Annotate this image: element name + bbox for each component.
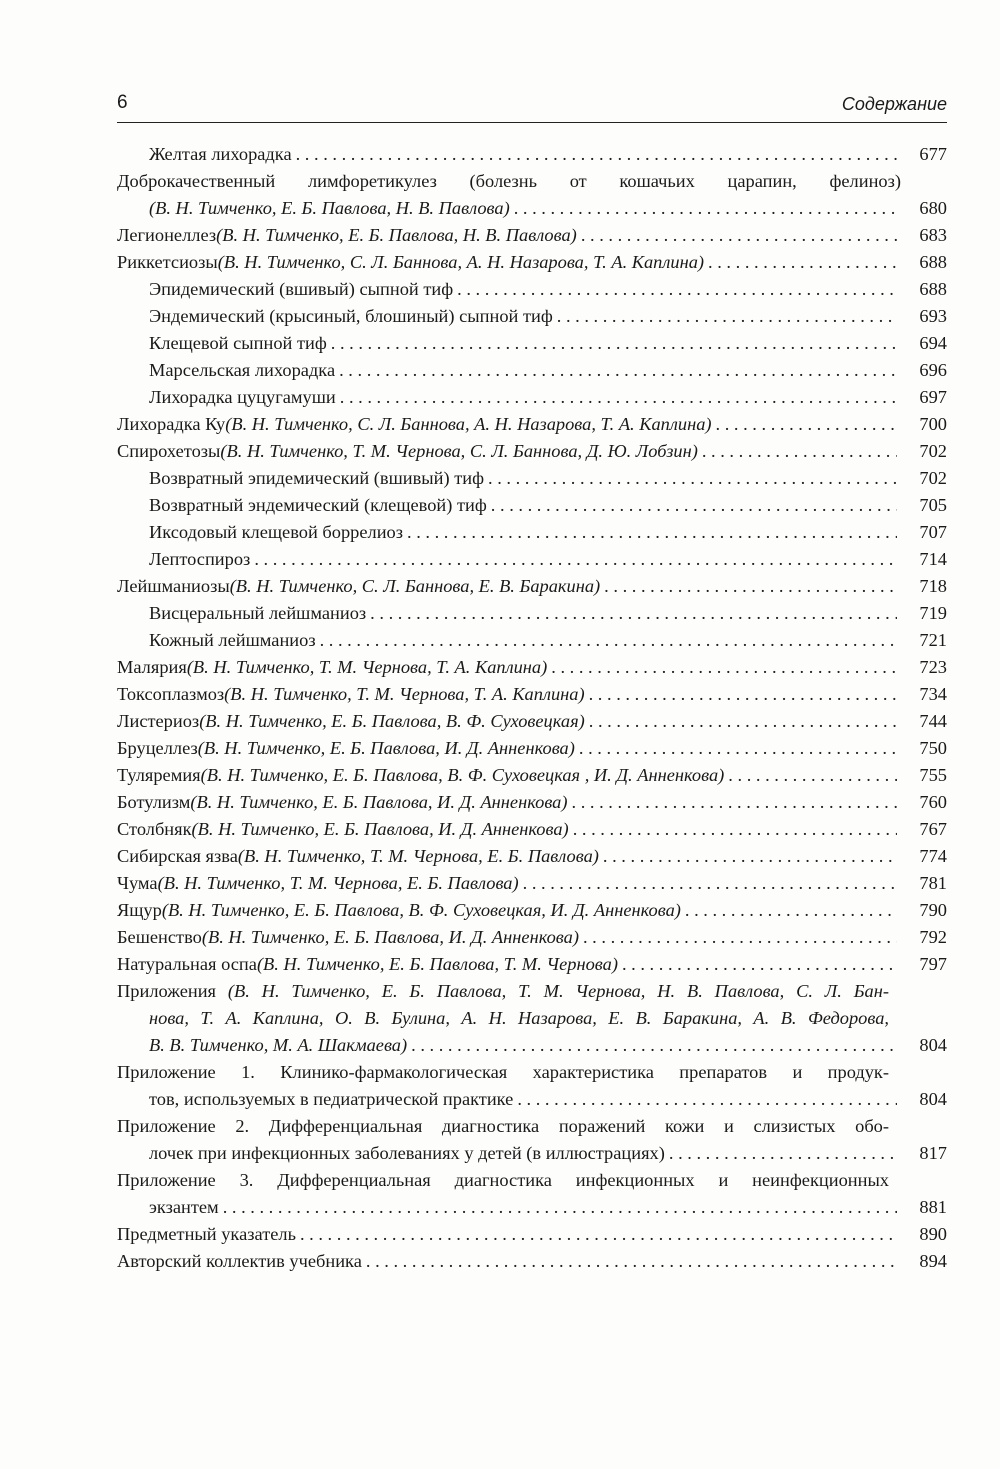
toc-page: 714 bbox=[919, 549, 947, 569]
toc-entry[interactable] bbox=[117, 735, 947, 762]
toc-page: 688 bbox=[919, 252, 947, 272]
toc-page: 697 bbox=[919, 387, 947, 407]
toc-title-line2: тов, используемых в педиатрической практике bbox=[149, 1089, 514, 1109]
toc-entry[interactable] bbox=[117, 951, 947, 978]
leader-dots bbox=[581, 222, 897, 249]
toc-title: Возвратный эпидемический (вшивый) тиф bbox=[149, 468, 485, 488]
toc-authors: (В. Н. Тимченко, Е. Б. Павлова, В. Ф. Суховецкая, И. Д. Анненкова) bbox=[161, 900, 681, 920]
leader-dots bbox=[370, 600, 897, 627]
toc-page: 890 bbox=[919, 1224, 947, 1244]
toc-title: Ботулизм bbox=[117, 792, 191, 812]
toc-page: 774 bbox=[919, 846, 947, 866]
toc-authors: (В. Н. Тимченко, Е. Б. Павлова, И. Д. Анненкова) bbox=[190, 792, 568, 812]
leader-dots bbox=[589, 681, 897, 708]
toc-title: Чума bbox=[117, 873, 158, 893]
toc-authors: (В. Н. Тимченко, Е. Б. Павлова, Н. В. Павлова) bbox=[149, 198, 510, 218]
toc-entry[interactable] bbox=[117, 978, 947, 1059]
toc-entry[interactable] bbox=[117, 384, 947, 411]
toc-entry[interactable] bbox=[117, 1248, 947, 1275]
toc-page: 797 bbox=[919, 954, 947, 974]
leader-dots bbox=[514, 195, 897, 222]
toc-title: Лейшманиозы bbox=[117, 576, 230, 596]
toc-authors: (В. Н. Тимченко, Т. М. Чернова, Е. Б. Павлова) bbox=[157, 873, 519, 893]
leader-dots bbox=[603, 843, 897, 870]
toc-title: Кожный лейшманиоз bbox=[149, 630, 316, 650]
toc-entry[interactable] bbox=[117, 1221, 947, 1248]
toc-entry[interactable] bbox=[117, 762, 947, 789]
toc-title: Туляремия bbox=[117, 765, 201, 785]
toc-page: 700 bbox=[919, 414, 947, 434]
toc-entry[interactable] bbox=[117, 276, 947, 303]
toc-authors-line1: (В. Н. Тимченко, Е. Б. Павлова, Т. М. Чернова, Н. В. Павлова, С. Л. Бан- bbox=[227, 981, 889, 1001]
toc-title: Эндемический (крысиный, блошиный) сыпной тиф bbox=[149, 306, 553, 326]
toc-title: Малярия bbox=[117, 657, 187, 677]
toc-title-line1: Приложение 2. Дифференциальная диагностика поражений кожи и слизистых обо- bbox=[117, 1116, 889, 1136]
toc-title: Сибирская язва bbox=[117, 846, 238, 866]
toc-page: 693 bbox=[919, 306, 947, 326]
toc-authors: (В. Н. Тимченко, Е. Б. Павлова, И. Д. Анненкова) bbox=[197, 738, 575, 758]
toc-title: Марсельская лихорадка bbox=[149, 360, 336, 380]
toc-authors: (В. Н. Тимченко, Е. Б. Павлова, Т. М. Чернова) bbox=[256, 954, 618, 974]
leader-dots bbox=[491, 492, 897, 519]
toc-title: Бруцеллез bbox=[117, 738, 198, 758]
toc-entry[interactable] bbox=[117, 222, 947, 249]
toc-page: 817 bbox=[919, 1143, 947, 1163]
toc-page: 680 bbox=[919, 198, 947, 218]
toc-entry[interactable] bbox=[117, 546, 947, 573]
toc-entry[interactable] bbox=[117, 465, 947, 492]
leader-dots bbox=[457, 276, 897, 303]
toc-entry[interactable] bbox=[117, 681, 947, 708]
leader-dots bbox=[331, 330, 897, 357]
leader-dots bbox=[300, 1221, 897, 1248]
leader-dots bbox=[551, 654, 897, 681]
toc-page: 719 bbox=[919, 603, 947, 623]
toc-page: 760 bbox=[919, 792, 947, 812]
running-title: Содержание bbox=[841, 94, 947, 114]
leader-dots bbox=[340, 384, 897, 411]
toc-page: 804 bbox=[919, 1035, 947, 1055]
toc-page: 881 bbox=[919, 1197, 947, 1217]
toc-entry[interactable] bbox=[117, 897, 947, 924]
leader-dots bbox=[728, 762, 897, 789]
toc-page: 894 bbox=[919, 1251, 947, 1271]
toc-entry[interactable] bbox=[117, 438, 947, 465]
toc-authors: (В. Н. Тимченко, Т. М. Чернова, Т. А. Каплина) bbox=[224, 684, 585, 704]
toc-title: Лихорадка Ку bbox=[117, 414, 226, 434]
toc-page: 750 bbox=[919, 738, 947, 758]
leader-dots bbox=[407, 519, 897, 546]
leader-dots bbox=[411, 1032, 897, 1059]
leader-dots bbox=[589, 708, 897, 735]
toc-title: Легионеллез bbox=[117, 225, 217, 245]
leader-dots bbox=[716, 411, 897, 438]
toc-authors: (В. Н. Тимченко, Е. Б. Павлова, Н. В. Павлова) bbox=[216, 225, 577, 245]
toc-page: 677 bbox=[919, 144, 947, 164]
toc-entry[interactable] bbox=[117, 843, 947, 870]
toc-entry[interactable] bbox=[117, 1113, 947, 1167]
toc-title-line2: лочек при инфекционных заболеваниях у детей (в иллюстрациях) bbox=[149, 1143, 665, 1163]
leader-dots bbox=[685, 897, 897, 924]
toc-title: Риккетсиозы bbox=[117, 252, 218, 272]
toc-title: Натуральная оспа bbox=[117, 954, 257, 974]
leader-dots bbox=[622, 951, 897, 978]
page-number: 6 bbox=[117, 92, 128, 113]
leader-dots bbox=[339, 357, 897, 384]
toc-entry[interactable] bbox=[117, 357, 947, 384]
toc-title: Доброкачественный лимфоретикулез (болезнь от кошачьих царапин, фелиноз) bbox=[117, 171, 901, 191]
toc-entry[interactable] bbox=[117, 708, 947, 735]
leader-dots bbox=[604, 573, 897, 600]
toc-title-line2: экзантем bbox=[149, 1197, 219, 1217]
toc-title: Клещевой сыпной тиф bbox=[149, 333, 327, 353]
toc-page: 702 bbox=[919, 441, 947, 461]
toc-page: 767 bbox=[919, 819, 947, 839]
toc-title: Иксодовый клещевой боррелиоз bbox=[149, 522, 403, 542]
toc-authors: (В. Н. Тимченко, С. Л. Баннова, Е. В. Баракина) bbox=[229, 576, 601, 596]
toc-title: Бешенство bbox=[117, 927, 202, 947]
toc-entry[interactable] bbox=[117, 627, 947, 654]
toc-authors: (В. Н. Тимченко, С. Л. Баннова, А. Н. Назарова, Т. А. Каплина) bbox=[225, 414, 712, 434]
toc-title: Предметный указатель bbox=[117, 1224, 296, 1244]
toc-title-line1: Приложение 3. Дифференциальная диагностика инфекционных и неинфекционных bbox=[117, 1170, 889, 1190]
toc-authors: (В. Н. Тимченко, Е. Б. Павлова, И. Д. Анненкова) bbox=[201, 927, 579, 947]
leader-dots bbox=[669, 1140, 897, 1167]
toc-entry[interactable] bbox=[117, 600, 947, 627]
toc-page: 781 bbox=[919, 873, 947, 893]
toc-entry[interactable] bbox=[117, 1059, 947, 1113]
toc-page: 723 bbox=[919, 657, 947, 677]
toc-title-line1: Приложение 1. Клинико-фармакологическая характеристика препаратов и продук- bbox=[117, 1062, 889, 1082]
toc-entry[interactable] bbox=[117, 573, 947, 600]
toc-entry[interactable] bbox=[117, 492, 947, 519]
leader-dots bbox=[557, 303, 897, 330]
toc-title: Лихорадка цуцугамуши bbox=[149, 387, 336, 407]
toc-authors: (В. Н. Тимченко, С. Л. Баннова, А. Н. Назарова, Т. А. Каплина) bbox=[217, 252, 705, 272]
toc-title: Эпидемический (вшивый) сыпной тиф bbox=[149, 279, 454, 299]
toc-page: 718 bbox=[919, 576, 947, 596]
toc-title: Столбняк bbox=[117, 819, 192, 839]
toc-authors: (В. Н. Тимченко, Т. М. Чернова, Т. А. Каплина) bbox=[186, 657, 548, 677]
toc-page: 705 bbox=[919, 495, 947, 515]
leader-dots bbox=[223, 1194, 897, 1221]
leader-dots bbox=[583, 924, 897, 951]
page-header bbox=[117, 92, 947, 123]
toc-entry[interactable] bbox=[117, 411, 947, 438]
toc-page: 702 bbox=[919, 468, 947, 488]
toc-entry[interactable] bbox=[117, 519, 947, 546]
leader-dots bbox=[488, 465, 897, 492]
leader-dots bbox=[296, 141, 897, 168]
leader-dots bbox=[366, 1248, 897, 1275]
toc-entry[interactable] bbox=[117, 330, 947, 357]
toc-title: Лептоспироз bbox=[149, 549, 251, 569]
toc-page: 755 bbox=[919, 765, 947, 785]
leader-dots bbox=[517, 1086, 897, 1113]
toc-title: Токсоплазмоз bbox=[117, 684, 225, 704]
toc-entry[interactable] bbox=[117, 303, 947, 330]
toc-page: 683 bbox=[919, 225, 947, 245]
leader-dots bbox=[254, 546, 897, 573]
leader-dots bbox=[579, 735, 897, 762]
leader-dots bbox=[573, 816, 897, 843]
toc-authors: (В. Н. Тимченко, Т. М. Чернова, С. Л. Баннова, Д. Ю. Лобзин) bbox=[220, 441, 698, 461]
leader-dots bbox=[708, 249, 897, 276]
toc-page: 804 bbox=[919, 1089, 947, 1109]
toc-entry[interactable] bbox=[117, 924, 947, 951]
toc-authors: (В. Н. Тимченко, Е. Б. Павлова, И. Д. Анненкова) bbox=[191, 819, 569, 839]
toc-page: 734 bbox=[919, 684, 947, 704]
leader-dots bbox=[523, 870, 897, 897]
toc-authors: (В. Н. Тимченко, Е. Б. Павлова, В. Ф. Суховецкая) bbox=[199, 711, 585, 731]
leader-dots bbox=[702, 438, 897, 465]
toc-page: 792 bbox=[919, 927, 947, 947]
toc-entry[interactable] bbox=[117, 816, 947, 843]
toc-page: 707 bbox=[919, 522, 947, 542]
toc-authors: (В. Н. Тимченко, Т. М. Чернова, Е. Б. Павлова) bbox=[237, 846, 599, 866]
toc-entry[interactable] bbox=[117, 870, 947, 897]
leader-dots bbox=[320, 627, 897, 654]
toc-page: 790 bbox=[919, 900, 947, 920]
leader-dots bbox=[572, 789, 898, 816]
toc-title: Авторский коллектив учебника bbox=[117, 1251, 362, 1271]
toc-entry[interactable] bbox=[117, 249, 947, 276]
toc-title: Листериоз bbox=[117, 711, 200, 731]
toc-entry[interactable] bbox=[117, 789, 947, 816]
toc-entry[interactable] bbox=[117, 141, 947, 168]
toc-authors: (В. Н. Тимченко, Е. Б. Павлова, В. Ф. Суховецкая , И. Д. Анненкова) bbox=[200, 765, 725, 785]
toc-entry[interactable] bbox=[117, 1167, 947, 1221]
toc-page: 721 bbox=[919, 630, 947, 650]
toc-entry[interactable] bbox=[117, 654, 947, 681]
toc-page: 694 bbox=[919, 333, 947, 353]
toc-page: 744 bbox=[919, 711, 947, 731]
toc-title: Желтая лихорадка bbox=[149, 144, 292, 164]
toc-page: 696 bbox=[919, 360, 947, 380]
toc-title: Приложения bbox=[117, 981, 228, 1001]
toc-authors-line3: В. В. Тимченко, М. А. Шакмаева) bbox=[149, 1035, 408, 1055]
toc-title: Возвратный эндемический (клещевой) тиф bbox=[149, 495, 487, 515]
toc-entry[interactable] bbox=[117, 168, 947, 222]
toc-title: Висцеральный лейшманиоз bbox=[149, 603, 367, 623]
table-of-contents bbox=[117, 141, 947, 1275]
toc-title: Ящур bbox=[117, 900, 162, 920]
toc-title: Спирохетозы bbox=[117, 441, 221, 461]
toc-authors-line2: нова, Т. А. Каплина, О. В. Булина, А. Н. Назарова, Е. В. Баракина, А. В. Федорова, bbox=[149, 1008, 889, 1028]
toc-page: 688 bbox=[919, 279, 947, 299]
